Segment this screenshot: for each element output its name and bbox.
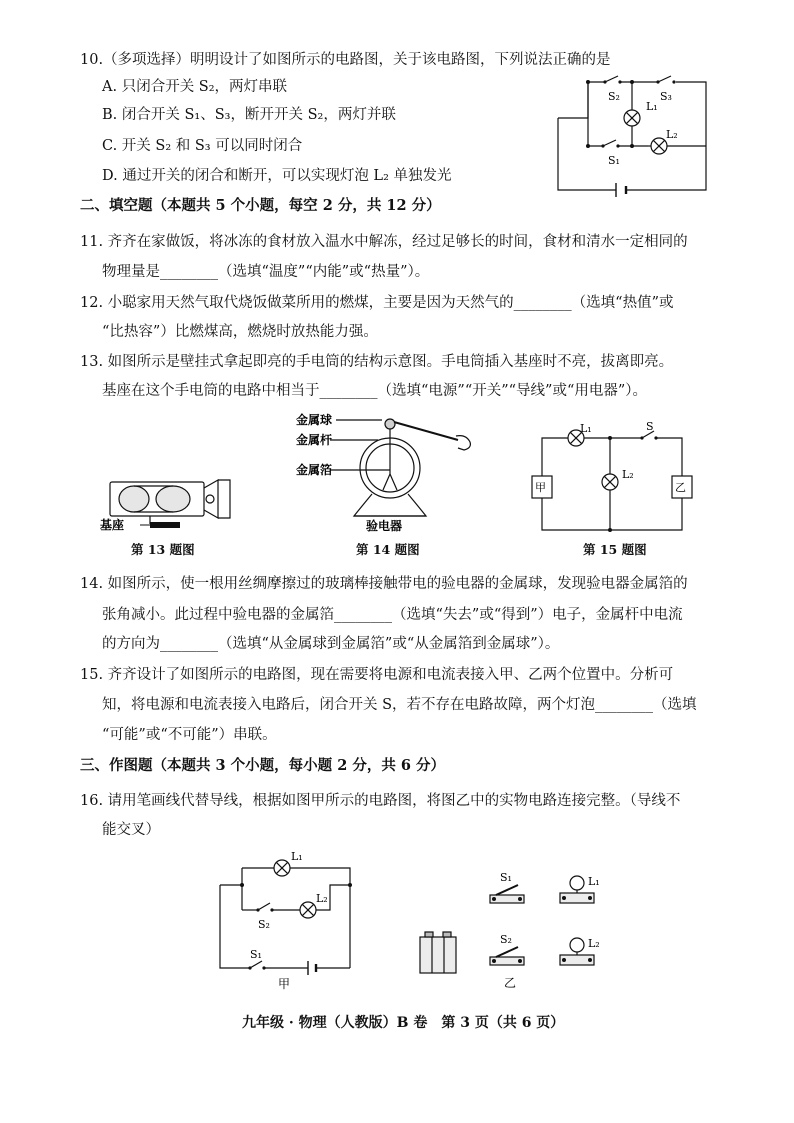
q13-line1: 13. 如图所示是壁挂式拿起即亮的手电筒的结构示意图。手电筒插入基座时不亮，拔离即亮。 xyxy=(80,354,674,370)
q15-label-l2: L₂ xyxy=(622,468,634,481)
q15-label-jia: 甲 xyxy=(535,481,546,494)
q15-caption: 第 15 题图 xyxy=(583,542,647,557)
q10-label-s3: S₃ xyxy=(660,90,672,103)
q16b-caption: 乙 xyxy=(504,976,517,990)
q15-label-s: S xyxy=(646,420,654,433)
section2-heading: 二、填空题（本题共 5 个小题，每空 2 分，共 12 分） xyxy=(80,197,441,214)
section3-heading: 三、作图题（本题共 3 个小题，每小题 2 分，共 6 分） xyxy=(80,757,446,774)
q16b-label-s1: S₁ xyxy=(500,871,512,884)
page-footer: 九年级 · 物理（人教版）B 卷 第 3 页（共 6 页） xyxy=(242,1015,565,1031)
q13-flashlight-figure xyxy=(100,470,250,538)
q14-label-foil: 金属箔 xyxy=(296,463,333,477)
q14-electroscope-figure xyxy=(290,410,480,532)
q12-line2: “比热容”）比燃煤高，燃烧时放热能力强。 xyxy=(102,324,378,340)
q14-label-ball: 金属球 xyxy=(296,413,333,427)
q14-label-device: 验电器 xyxy=(366,519,403,532)
q10-option-a: A. 只闭合开关 S₂，两灯串联 xyxy=(102,79,288,95)
q14-line3: 的方向为________（选填“从金属球到金属箔”或“从金属箔到金属球”）。 xyxy=(102,636,560,652)
q10-stem: 10.（多项选择）明明设计了如图所示的电路图，关于该电路图，下列说法正确的是 xyxy=(80,52,611,68)
q10-option-d: D. 通过开关的闭合和断开，可以实现灯泡 L₂ 单独发光 xyxy=(102,168,452,184)
q13-line2: 基座在这个手电筒的电路中相当于________（选填“电源”“开关”“导线”或“用电器”）。 xyxy=(102,383,648,399)
q16-line2: 能交叉） xyxy=(102,822,160,838)
q15-label-yi: 乙 xyxy=(675,481,686,494)
q10-label-s1: S₁ xyxy=(608,154,620,167)
q16a-label-l2: L₂ xyxy=(316,892,328,905)
q16a-label-l1: L₁ xyxy=(291,850,303,863)
q10-label-l1: L₁ xyxy=(646,100,658,113)
q13-label-base: 基座 xyxy=(100,518,125,532)
q13-caption: 第 13 题图 xyxy=(131,542,195,557)
q16b-label-l1: L₁ xyxy=(588,875,600,888)
q10-option-b: B. 闭合开关 S₁、S₃，断开开关 S₂，两灯并联 xyxy=(102,107,396,123)
q16-physical-circuit-yi xyxy=(410,865,620,990)
q15-line3: “可能”或“不可能”）串联。 xyxy=(102,727,277,743)
q16a-label-s2: S₂ xyxy=(258,918,270,931)
q10-option-c: C. 开关 S₂ 和 S₃ 可以同时闭合 xyxy=(102,138,303,154)
q14-line2: 张角减小。此过程中验电器的金属箔________（选填“失去”或“得到”）电子，金属杆中电流 xyxy=(102,607,683,623)
q16a-label-s1: S₁ xyxy=(250,948,262,961)
q10-label-s2: S₂ xyxy=(608,90,620,103)
q16b-label-l2: L₂ xyxy=(588,937,600,950)
q16a-caption: 甲 xyxy=(278,977,291,990)
q10-circuit-diagram xyxy=(548,68,714,202)
q15-line1: 15. 齐齐设计了如图所示的电路图，现在需要将电源和电流表接入甲、乙两个位置中。分析可 xyxy=(80,667,674,683)
q15-line2: 知，将电源和电流表接入电路后，闭合开关 S，若不存在电路故障，两个灯泡________（选填 xyxy=(102,697,697,713)
q14-label-rod: 金属杆 xyxy=(296,433,333,447)
q16b-label-s2: S₂ xyxy=(500,933,512,946)
q11-line2: 物理量是________（选填“温度”“内能”或“热量”）。 xyxy=(102,264,430,280)
q14-line1: 14. 如图所示，使一根用丝绸摩擦过的玻璃棒接触带电的验电器的金属球，发现验电器金属箔的 xyxy=(80,576,688,592)
q11-line1: 11. 齐齐在家做饭，将冰冻的食材放入温水中解冻，经过足够长的时间，食材和清水一定相同的 xyxy=(80,234,688,250)
q16-circuit-diagram-jia xyxy=(212,840,362,990)
q16-line1: 16. 请用笔画线代替导线，根据如图甲所示的电路图，将图乙中的实物电路连接完整。（导线不 xyxy=(80,793,681,809)
q12-line1: 12. 小聪家用天然气取代烧饭做菜所用的燃煤，主要是因为天然气的________（选填“热值”或 xyxy=(80,295,674,311)
q15-circuit-diagram xyxy=(530,420,710,535)
q10-label-l2: L₂ xyxy=(666,128,678,141)
q15-label-l1: L₁ xyxy=(580,422,592,435)
q14-caption: 第 14 题图 xyxy=(356,542,420,557)
